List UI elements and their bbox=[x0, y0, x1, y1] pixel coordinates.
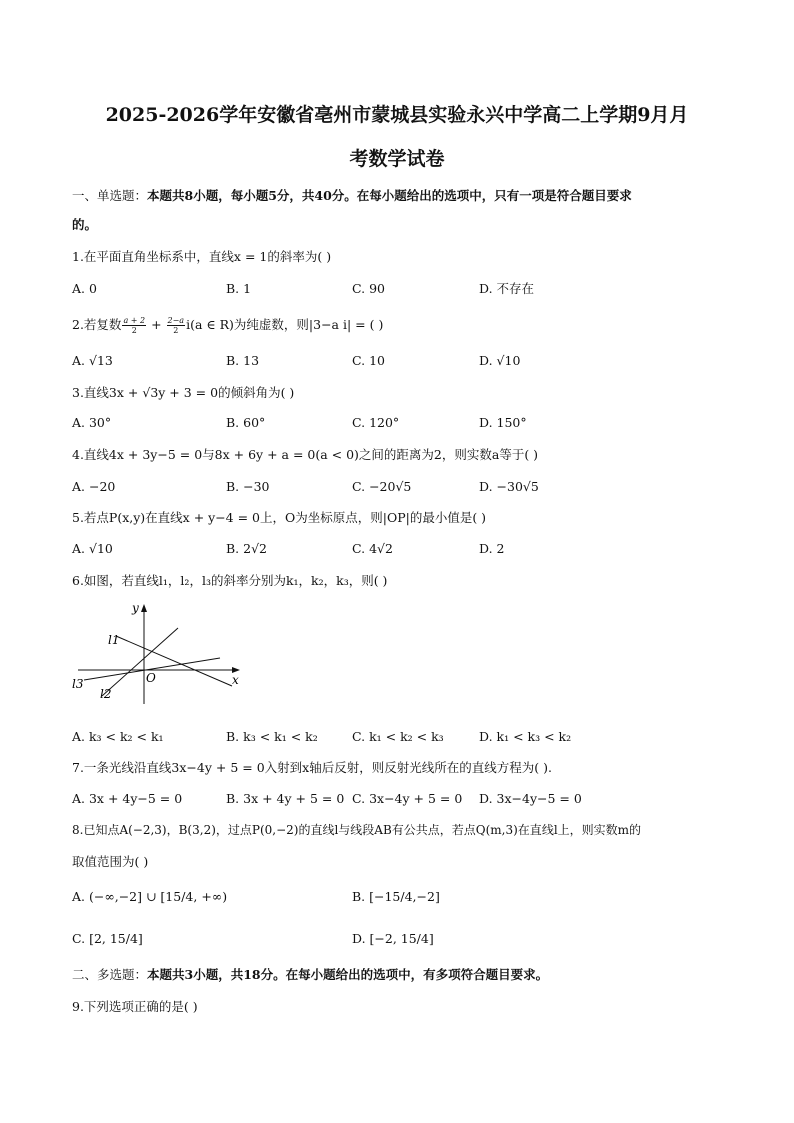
q2-option-c: C. 10 bbox=[352, 353, 385, 368]
q6-option-a: A. k₃ < k₂ < k₁ bbox=[72, 729, 164, 744]
q2-frac2-den: 2 bbox=[173, 326, 179, 335]
question-8-stem: 8.已知点A(−2,3)，B(3,2)，过点P(0,−2)的直线l与线段AB有公共点，若点Q(m,3)在直线l上，则实数m的 bbox=[72, 823, 642, 837]
question-3-stem: 3.直线3x + √3y + 3 = 0的倾斜角为( ) bbox=[72, 385, 295, 400]
q4-option-c: C. −20√5 bbox=[352, 479, 412, 494]
question-5-stem: 5.若点P(x,y)在直线x + y−4 = 0上，O为坐标原点，则|OP|的最小值是( ) bbox=[72, 510, 487, 525]
q5-option-a: A. √10 bbox=[72, 541, 113, 556]
label-l3: l3 bbox=[72, 677, 84, 691]
section1-desc-cont: 的。 bbox=[72, 217, 98, 232]
q2-plus: + bbox=[147, 317, 166, 332]
q7-option-c: C. 3x−4y + 5 = 0 bbox=[352, 791, 463, 806]
section1-header: 一、单选题： bbox=[72, 188, 148, 203]
q3-option-b: B. 60° bbox=[226, 415, 266, 430]
label-x: x bbox=[232, 673, 239, 687]
q6-option-d: D. k₁ < k₃ < k₂ bbox=[479, 729, 572, 744]
question-1-stem: 1.在平面直角坐标系中，直线x = 1的斜率为( ) bbox=[72, 249, 332, 264]
title-line-2: 考数学试卷 bbox=[349, 148, 445, 170]
q3-option-a: A. 30° bbox=[72, 415, 112, 430]
q1-option-b: B. 1 bbox=[226, 281, 252, 296]
q6-option-c: C. k₁ < k₂ < k₃ bbox=[352, 729, 444, 744]
q3-option-d: D. 150° bbox=[479, 415, 527, 430]
q1-option-a: A. 0 bbox=[72, 281, 97, 296]
section2-header: 二、多选题： bbox=[72, 967, 148, 982]
q7-option-d: D. 3x−4y−5 = 0 bbox=[479, 791, 582, 806]
q4-option-d: D. −30√5 bbox=[479, 479, 539, 494]
question-6-stem: 6.如图，若直线l₁，l₂，l₃的斜率分别为k₁，k₂，k₃，则( ) bbox=[72, 573, 388, 588]
y-axis-arrow bbox=[141, 604, 147, 612]
q1-option-d: D. 不存在 bbox=[479, 281, 535, 296]
label-l2: l2 bbox=[100, 687, 112, 701]
question-7-stem: 7.一条光线沿直线3x−4y + 5 = 0入射到x轴后反射，则反射光线所在的直线方程为( ). bbox=[72, 760, 552, 775]
section2-desc: 本题共3小题，共18分。在每小题给出的选项中，有多项符合题目要求。 bbox=[147, 967, 549, 982]
q5-option-d: D. 2 bbox=[479, 541, 505, 556]
title-line-1: 2025-2026学年安徽省亳州市蒙城县实验永兴中学高二上学期9月月 bbox=[105, 104, 689, 126]
question-9-stem: 9.下列选项正确的是( ) bbox=[72, 999, 198, 1014]
label-y: y bbox=[132, 601, 139, 615]
page-title-cont bbox=[60, 146, 734, 172]
q2-frac1-den: 2 bbox=[131, 326, 137, 335]
q3-option-c: C. 120° bbox=[352, 415, 400, 430]
q2-option-b: B. 13 bbox=[226, 353, 260, 368]
q2-stem-a: 2.若复数 bbox=[72, 317, 122, 332]
q6-option-b: B. k₃ < k₁ < k₂ bbox=[226, 729, 318, 744]
q8-option-b: B. [−15/4,−2] bbox=[352, 889, 440, 904]
q8-option-a: A. (−∞,−2] ∪ [15/4, +∞) bbox=[72, 889, 228, 904]
section1-heading bbox=[72, 187, 632, 205]
q1-option-c: C. 90 bbox=[352, 281, 385, 296]
q4-option-b: B. −30 bbox=[226, 479, 270, 494]
line-l1 bbox=[116, 636, 232, 686]
page-title bbox=[60, 102, 734, 128]
label-l1: l1 bbox=[108, 633, 120, 647]
question-4-stem: 4.直线4x + 3y−5 = 0与8x + 6y + a = 0(a < 0)之间的距离为2，则实数a等于( ) bbox=[72, 447, 539, 462]
q2-fraction-2 bbox=[167, 316, 186, 335]
q2-stem-b: 为纯虚数，则|3−a i| = ( ) bbox=[233, 317, 384, 332]
q4-option-a: A. −20 bbox=[72, 479, 116, 494]
q6-figure bbox=[72, 600, 252, 708]
question-2-stem bbox=[72, 316, 383, 335]
section2-heading bbox=[72, 966, 548, 984]
q2-option-d: D. √10 bbox=[479, 353, 521, 368]
label-origin: O bbox=[146, 671, 156, 685]
q8-option-c: C. [2, 15/4] bbox=[72, 931, 143, 946]
q2-tail: i(a ∈ R) bbox=[186, 317, 234, 332]
q2-fraction-1 bbox=[122, 316, 146, 335]
q2-option-a: A. √13 bbox=[72, 353, 113, 368]
question-8-stem-cont: 取值范围为( ) bbox=[72, 854, 149, 869]
q2-frac1-num: a + 2 bbox=[123, 316, 146, 325]
q7-option-a: A. 3x + 4y−5 = 0 bbox=[72, 791, 183, 806]
q2-frac2-num: 2−a bbox=[167, 316, 185, 325]
section1-desc: 本题共8小题，每小题5分，共40分。在每小题给出的选项中，只有一项是符合题目要求 bbox=[147, 188, 632, 203]
q5-option-c: C. 4√2 bbox=[352, 541, 393, 556]
q8-option-d: D. [−2, 15/4] bbox=[352, 931, 434, 946]
q7-option-b: B. 3x + 4y + 5 = 0 bbox=[226, 791, 345, 806]
q5-option-b: B. 2√2 bbox=[226, 541, 268, 556]
